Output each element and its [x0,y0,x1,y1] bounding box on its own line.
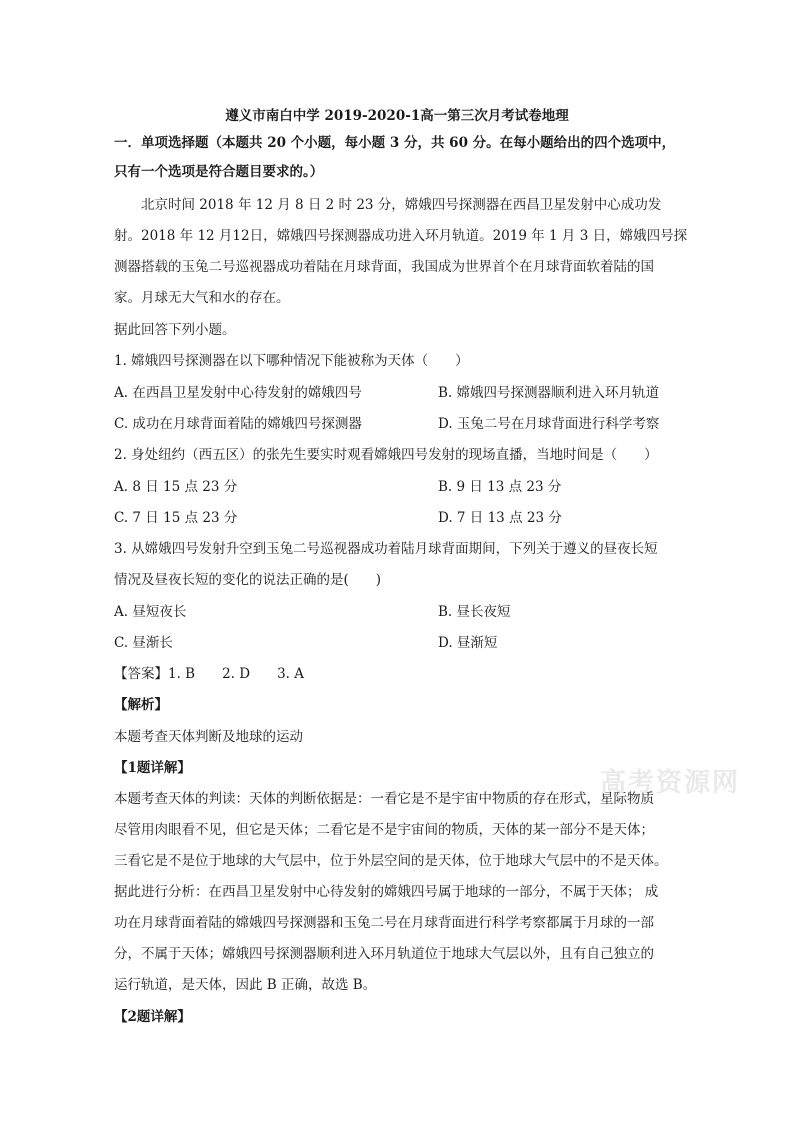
question-2-option-c: C. 7 日 15 点 23 分 [114,510,238,526]
passage-line: 北京时间 2018 年 12 月 8 日 2 时 23 分，嫦娥四号探测器在西昌卫星发射中心成功发 [141,197,662,213]
detail-1-heading: 【1题详解】 [114,760,191,776]
section-heading-line2: 只有一个选项是符合题目要求的。） [114,164,324,180]
detail-1-line: 尽管用肉眼看不见，但它是天体；二看它是不是宇宙间的物质，天体的某一部分不是天体； [114,822,654,838]
detail-1-line: 运行轨道，是天体，因此 B 正确，故选 B。 [114,977,377,993]
question-2-option-b: B. 9 日 13 点 23 分 [438,479,562,495]
analysis-heading: 【解析】 [114,697,168,713]
passage-line: 射。2018 年 12 月12日，嫦娥四号探测器成功进入环月轨道。2019 年 1 月 3 日，嫦娥四号探 [114,228,688,244]
question-1-option-b: B. 嫦娥四号探测器顺利进入环月轨道 [438,385,660,401]
question-1-option-c: C. 成功在月球背面着陆的嫦娥四号探测器 [114,416,362,432]
detail-1-line: 据此进行分析：在西昌卫星发射中心待发射的嫦娥四号属于地球的一部分，不属于天体； 成 [114,884,659,900]
question-2-option-a: A. 8 日 15 点 23 分 [114,479,238,495]
question-1-option-a: A. 在西昌卫星发射中心待发射的嫦娥四号 [114,385,362,401]
detail-1-line: 本题考查天体的判读：天体的判断依据是：一看它是不是宇宙中物质的存在形式，星际物质 [114,791,654,807]
question-3-option-a: A. 昼短夜长 [114,604,187,620]
analysis-intro: 本题考查天体判断及地球的运动 [114,729,303,745]
detail-1-line: 功在月球背面着陆的嫦娥四号探测器和玉兔二号在月球背面进行科学考察都属于月球的一部 [114,915,654,931]
question-1-stem: 1. 嫦娥四号探测器在以下哪种情况下能被称为天体（ ） [114,353,469,369]
answer-key: 【答案】1. B 2. D 3. A [114,666,305,682]
detail-2-heading: 【2题详解】 [114,1009,191,1025]
watermark: 高考资源网 [600,768,741,798]
question-3-option-d: D. 昼渐短 [438,635,498,651]
page-title: 遵义市南白中学 2019-2020-1高一第三次月考试卷地理 [225,108,569,124]
detail-1-line: 三看它是不是位于地球的大气层中，位于外层空间的是天体，位于地球大气层中的不是天体。 [114,853,668,869]
question-1-option-d: D. 玉兔二号在月球背面进行科学考察 [438,416,660,432]
question-prompt: 据此回答下列小题。 [114,322,236,338]
question-3-stem-line1: 3. 从嫦娥四号发射升空到玉兔二号巡视器成功着陆月球背面期间，下列关于遵义的昼夜长短 [114,541,658,557]
detail-1-line: 分，不属于天体；嫦娥四号探测器顺利进入环月轨道位于地球大气层以外，且有自己独立的 [114,946,654,962]
passage-line: 家。月球无大气和水的存在。 [114,290,290,306]
question-3-stem-line2: 情况及昼夜长短的变化的说法正确的是( ) [114,572,382,588]
question-2-option-d: D. 7 日 13 点 23 分 [438,510,562,526]
question-3-option-c: C. 昼渐长 [114,635,173,651]
question-2-stem: 2. 身处纽约（西五区）的张先生要实时观看嫦娥四号发射的现场直播，当地时间是（ ） [114,447,658,463]
section-heading-line1: 一．单项选择题（本题共 20 个小题，每小题 3 分，共 60 分。在每小题给出的四个选项中， [114,135,676,151]
passage-line: 测器搭载的玉兔二号巡视器成功着陆在月球背面，我国成为世界首个在月球背面软着陆的国 [114,259,654,275]
question-3-option-b: B. 昼长夜短 [438,604,511,620]
